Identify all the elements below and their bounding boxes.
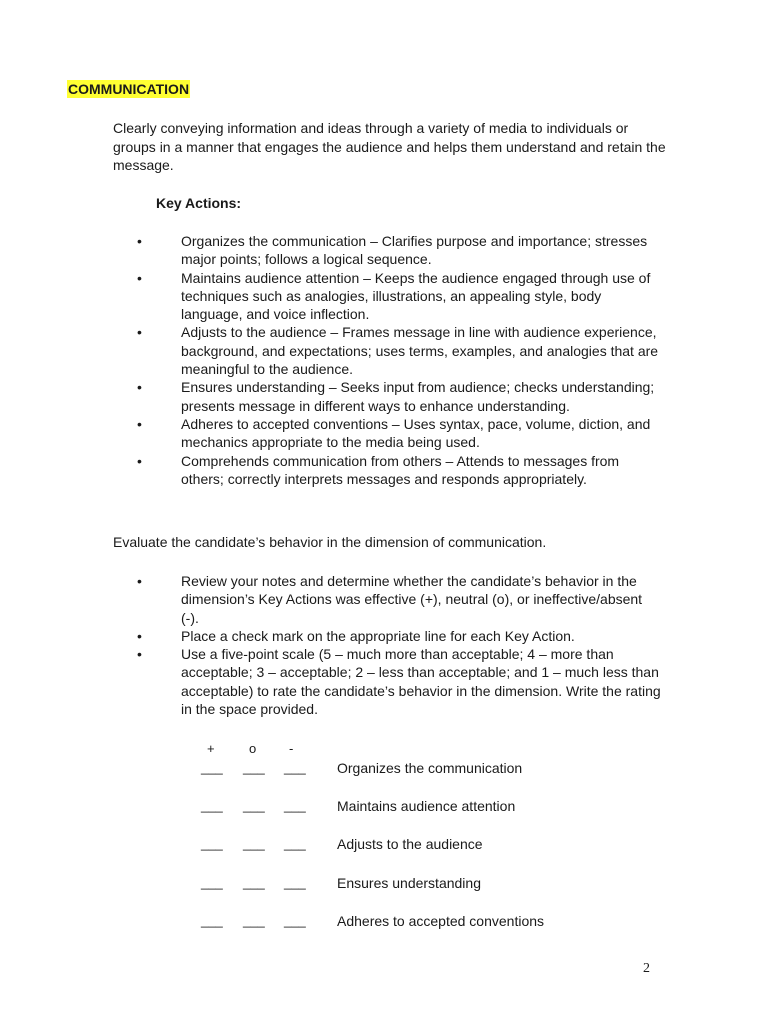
ineffective-blank[interactable]: ___ — [284, 760, 306, 775]
rating-row-label: Organizes the communication — [337, 760, 523, 776]
column-header-effective: + — [207, 741, 215, 756]
key-action-text: Ensures understanding – Seeks input from audience; checks understanding; presents message in different ways to enhance understanding. — [181, 379, 655, 414]
key-action-item — [0, 415, 661, 452]
key-action-item — [0, 452, 661, 489]
bullet-icon: • — [137, 269, 142, 286]
ineffective-blank[interactable]: ___ — [284, 798, 306, 813]
ineffective-blank[interactable]: ___ — [284, 913, 306, 928]
section-title: COMMUNICATION — [68, 81, 190, 97]
neutral-blank[interactable]: ___ — [243, 760, 265, 775]
rating-row-label: Ensures understanding — [337, 875, 481, 891]
effective-blank[interactable]: ___ — [201, 913, 223, 928]
rating-row — [0, 835, 768, 855]
bullet-icon: • — [137, 379, 142, 396]
key-action-text: Adjusts to the audience – Frames message in line with audience experience, background, and expectations; uses terms, examples, and analogies that are meaningful to the audience. — [181, 324, 659, 378]
bullet-icon: • — [137, 415, 142, 432]
key-action-text: Maintains audience attention – Keeps the audience engaged through use of techniques such as analogies, illustrations, an appealing style, body language, and voice inflection. — [181, 269, 651, 323]
key-action-text: Comprehends communication from others – Attends to messages from others; correctly interprets messages and responds appropriately. — [181, 452, 620, 487]
column-header-neutral: o — [249, 741, 257, 756]
effective-blank[interactable]: ___ — [201, 760, 223, 775]
key-action-item — [0, 269, 661, 324]
key-action-text: Organizes the communication – Clarifies purpose and importance; stresses major points; follows a logical sequence. — [181, 233, 648, 268]
evaluate-instruction: Evaluate the candidate’s behavior in the dimension of communication. — [113, 534, 547, 550]
rating-row — [0, 797, 768, 817]
instruction-text: Use a five-point scale (5 – much more than acceptable; 4 – more than acceptable; 3 – acceptable; 2 – less than acceptable; and 1 – much less than acceptable) to rate the candidate’s behavior in the dimension. Write the rating in the space provided. — [181, 646, 661, 718]
bullet-icon: • — [137, 233, 142, 249]
rating-row-label: Adheres to accepted conventions — [337, 913, 545, 929]
competency-definition: Clearly conveying information and ideas through a variety of media to individuals or groups in a manner that engages the audience and helps them understand and retain the message. — [113, 120, 666, 174]
instruction-item — [0, 627, 661, 645]
instruction-item — [0, 572, 661, 627]
neutral-blank[interactable]: ___ — [243, 913, 265, 928]
instruction-text: Place a check mark on the appropriate line for each Key Action. — [181, 627, 575, 644]
instructions-list — [0, 572, 768, 718]
key-actions-heading: Key Actions: — [156, 195, 242, 211]
effective-blank[interactable]: ___ — [201, 875, 223, 890]
column-header-ineffective: - — [289, 741, 294, 756]
page-number: 2 — [643, 961, 650, 976]
rating-row-label: Adjusts to the audience — [337, 836, 483, 852]
ineffective-blank[interactable]: ___ — [284, 836, 306, 851]
key-action-item — [0, 378, 661, 415]
rating-row-label: Maintains audience attention — [337, 798, 516, 814]
bullet-icon: • — [137, 324, 142, 341]
key-action-item — [0, 232, 661, 269]
bullet-icon: • — [137, 573, 142, 589]
instruction-item — [0, 645, 661, 718]
effective-blank[interactable]: ___ — [201, 798, 223, 813]
rating-row — [0, 759, 768, 779]
neutral-blank[interactable]: ___ — [243, 798, 265, 813]
neutral-blank[interactable]: ___ — [243, 875, 265, 890]
ineffective-blank[interactable]: ___ — [284, 875, 306, 890]
key-action-text: Adheres to accepted conventions – Uses syntax, pace, volume, diction, and mechanics appropriate to the media being used. — [181, 415, 651, 451]
bullet-icon: • — [137, 627, 142, 644]
instruction-text: Review your notes and determine whether the candidate’s behavior in the dimension’s Key Actions was effective (+), neutral (o), or ineffective/absent (-). — [181, 573, 643, 626]
key-action-item — [0, 323, 661, 378]
neutral-blank[interactable]: ___ — [243, 836, 265, 851]
effective-blank[interactable]: ___ — [201, 836, 223, 851]
rating-row — [0, 912, 768, 932]
key-actions-list — [0, 232, 768, 488]
bullet-icon: • — [137, 452, 142, 469]
rating-row — [0, 874, 768, 894]
bullet-icon: • — [137, 646, 142, 663]
